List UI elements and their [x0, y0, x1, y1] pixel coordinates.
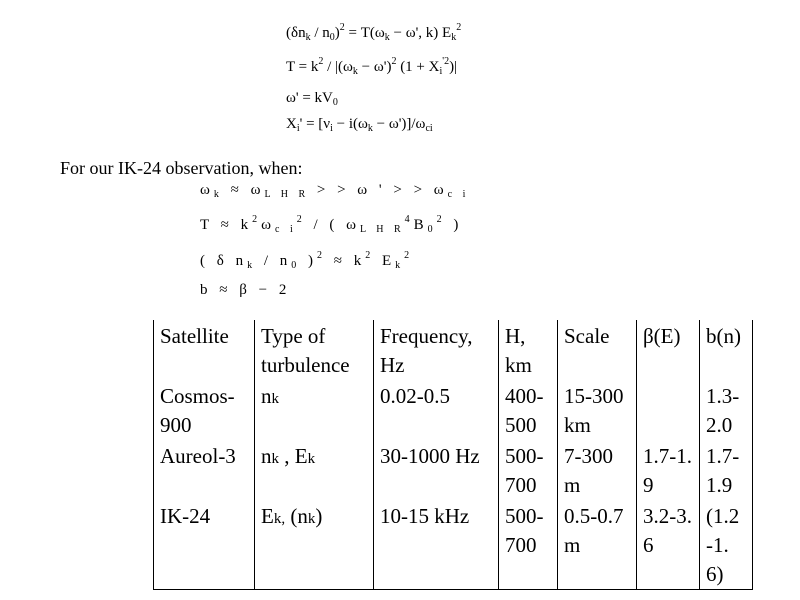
- equation-spectrum: $(\delta n_k / n_0)^2 = T(\omega_k - \omega'$, k) $E_k^2$: [286, 22, 462, 43]
- approx-spectral-index: b ≈ β − 2: [200, 282, 291, 298]
- table-row: [154, 440, 753, 500]
- cell-height: 500-700: [499, 440, 558, 500]
- cell-scale: 0.5-0.7 m: [558, 500, 637, 590]
- header-satellite: Satellite: [154, 320, 255, 380]
- cell-turbulence-type: Ek, (nk): [255, 500, 374, 590]
- satellite-table: [153, 320, 753, 590]
- cell-b: 1.7-1.9: [700, 440, 753, 500]
- cell-satellite: Cosmos-900: [154, 380, 255, 440]
- cell-scale: 15-300km: [558, 380, 637, 440]
- cell-b: 1.3-2.0: [700, 380, 753, 440]
- cell-height: 400-500: [499, 380, 558, 440]
- cell-turbulence-type: nk , Ek: [255, 440, 374, 500]
- header-b-n: b(n): [700, 320, 753, 380]
- cell-frequency: 30-1000 Hz: [374, 440, 499, 500]
- table-header-row: [154, 320, 753, 380]
- header-height: H, km: [499, 320, 558, 380]
- header-turbulence-type: Type of turbulence: [255, 320, 374, 380]
- cell-satellite: Aureol-3: [154, 440, 255, 500]
- approx-transfer: $T \approx k^2\omega_{c i}^2$ / ( $\omega_{L H R}^4B_0^2$ ): [200, 214, 463, 235]
- cell-beta: [637, 380, 700, 440]
- cell-b: (1.2-1.6): [700, 500, 753, 590]
- equation-doppler: $\omega' = kV_0$: [286, 90, 338, 108]
- cell-satellite: IK-24: [154, 500, 255, 590]
- cell-frequency: 0.02-0.5: [374, 380, 499, 440]
- cell-turbulence-type: nk: [255, 380, 374, 440]
- cell-beta: 1.7-1.9: [637, 440, 700, 500]
- header-frequency: Frequency, Hz: [374, 320, 499, 380]
- header-beta-e: β(E): [637, 320, 700, 380]
- cell-frequency: 10-15 kHz: [374, 500, 499, 590]
- table-row: [154, 380, 753, 440]
- header-scale: Scale: [558, 320, 637, 380]
- approx-frequency-ordering: $\omega_k \approx \omega_{L H R}$ > > ω ' > > $\omega_{c i}$: [200, 182, 470, 200]
- intro-text: For our IK-24 observation, when:: [60, 158, 303, 178]
- table-row: [154, 500, 753, 590]
- approx-density-spectrum: ( δ $n_k / n_0$ )$^2 \approx k^2$ $E_k^2$: [200, 250, 414, 271]
- cell-scale: 7-300 m: [558, 440, 637, 500]
- equation-transfer: $T = k^2 / |(\omega_k - \omega')^2$ $(1 + X_i^{'2})|$: [286, 56, 458, 77]
- cell-height: 500-700: [499, 500, 558, 590]
- equation-xi: $X_i' = [\nu_i - i(\omega_k - \omega')]/\omega_{ci}$: [286, 116, 433, 134]
- cell-beta: 3.2-3.6: [637, 500, 700, 590]
